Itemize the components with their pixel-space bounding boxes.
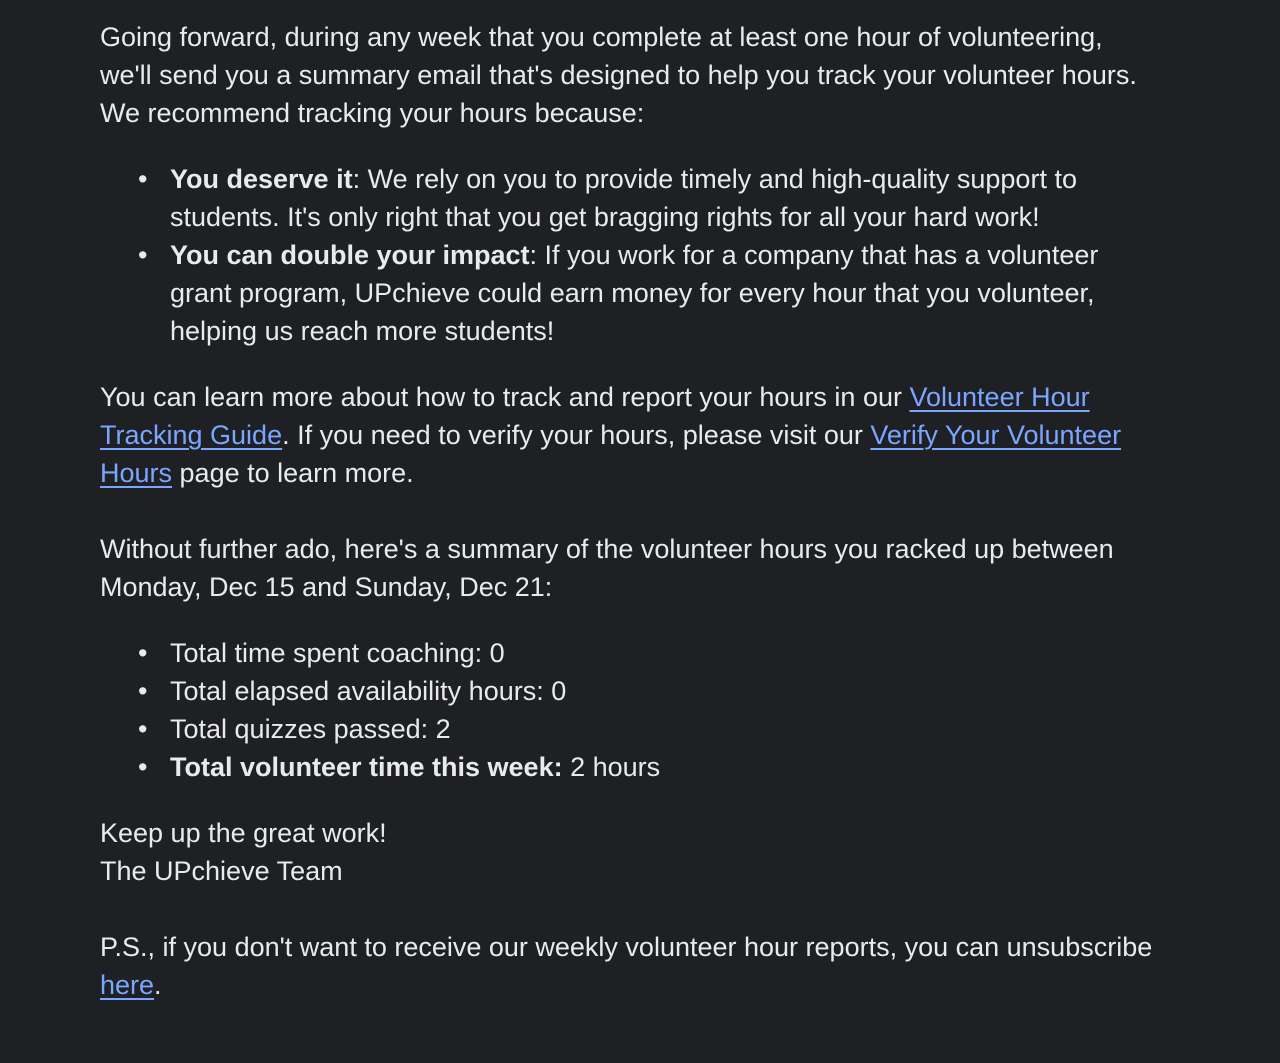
signoff <box>100 814 1160 890</box>
stat-availability: Total elapsed availability hours: 0 <box>170 676 567 706</box>
learn-more-prefix: You can learn more about how to track and report your hours in our <box>100 382 910 412</box>
email-body <box>100 18 1160 1004</box>
bullet-icon: • <box>138 752 148 782</box>
learn-more-suffix: page to learn more. <box>172 458 414 488</box>
list-item <box>100 634 1160 672</box>
bullet-icon: • <box>138 714 148 744</box>
stats-list <box>100 634 1160 786</box>
learn-more-middle: . If you need to verify your hours, please visit our <box>282 420 871 450</box>
learn-more-paragraph <box>100 378 1160 492</box>
ps-suffix: . <box>154 970 162 1000</box>
bullet-icon: • <box>138 676 148 706</box>
ps-prefix: P.S., if you don't want to receive our weekly volunteer hour reports, you can unsubscribe <box>100 932 1153 962</box>
reasons-list <box>100 160 1160 350</box>
signoff-line1: Keep up the great work! <box>100 818 387 848</box>
list-item <box>100 236 1160 350</box>
stat-total-value: 2 hours <box>562 752 661 782</box>
list-item <box>100 672 1160 710</box>
ps-paragraph <box>100 928 1160 1004</box>
list-item <box>100 160 1160 236</box>
intro-paragraph: Going forward, during any week that you complete at least one hour of volunteering, we'll send you a summary email that's designed to help you track your volunteer hours. We recommend tracking your hours because: <box>100 22 1137 128</box>
bullet-icon: • <box>138 164 148 194</box>
stat-quizzes: Total quizzes passed: 2 <box>170 714 451 744</box>
volunteer-hour-tracking-guide-link[interactable]: Volunteer Hour Tracking Guide <box>100 382 1090 450</box>
summary-intro-paragraph: Without further ado, here's a summary of the volunteer hours you racked up between Monday, Dec 15 and Sunday, Dec 21: <box>100 534 1114 602</box>
reason-title: You can double your impact <box>170 240 530 270</box>
bullet-icon: • <box>138 240 148 270</box>
list-item <box>100 748 1160 786</box>
list-item <box>100 710 1160 748</box>
stat-coaching: Total time spent coaching: 0 <box>170 638 505 668</box>
reason-text: : We rely on you to provide timely and high-quality support to students. It's only right that you get bragging rights for all your hard work! <box>170 164 1077 232</box>
verify-volunteer-hours-link[interactable]: Verify Your Volunteer Hours <box>100 420 1122 488</box>
bullet-icon: • <box>138 638 148 668</box>
signoff-line2: The UPchieve Team <box>100 856 343 886</box>
reason-text: : If you work for a company that has a volunteer grant program, UPchieve could earn money for every hour that you volunteer, helping us reach more students! <box>170 240 1099 346</box>
unsubscribe-link[interactable]: here <box>100 970 155 1000</box>
reason-title: You deserve it <box>170 164 353 194</box>
stat-total-label: Total volunteer time this week: <box>170 752 563 782</box>
